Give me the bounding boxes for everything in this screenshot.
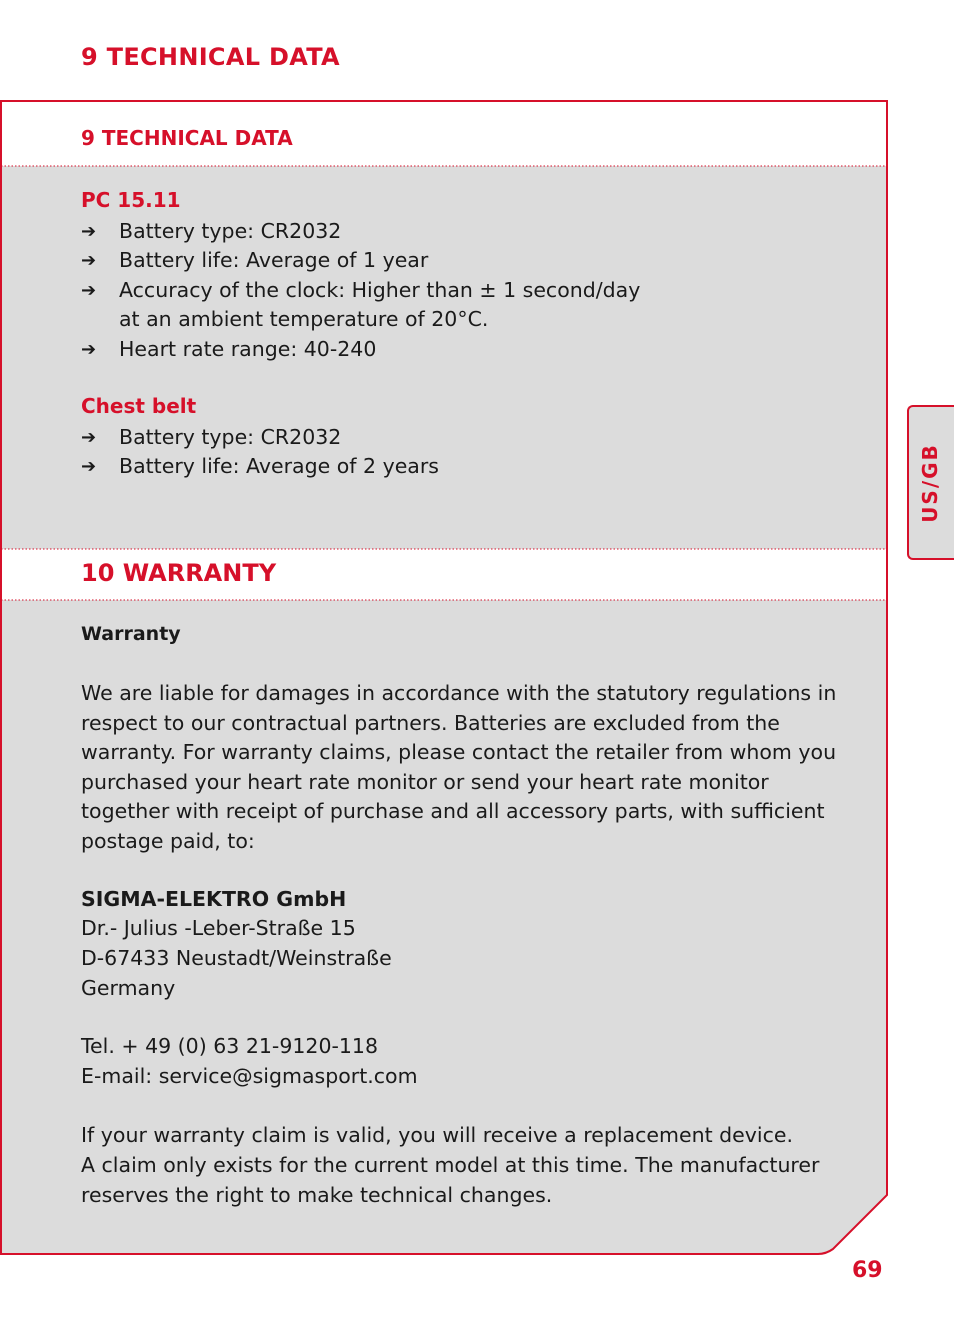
arrow-right-icon: ➔ bbox=[81, 456, 97, 478]
closing-line: A claim only exists for the current model at this time. The manufacturer reserves the right to make technical changes. bbox=[81, 1153, 820, 1207]
company-name: SIGMA-ELEKTRO GmbH bbox=[81, 887, 347, 911]
address-line: Dr.- Julius -Leber-Straße 15 bbox=[81, 916, 356, 940]
email: E-mail: service@sigmasport.com bbox=[81, 1064, 418, 1088]
list-item: ➔ Battery life: Average of 1 year bbox=[81, 246, 701, 275]
telephone: Tel. + 49 (0) 63 21-9120-118 bbox=[81, 1034, 379, 1058]
warranty-title: 10 WARRANTY bbox=[81, 559, 277, 587]
arrow-right-icon: ➔ bbox=[81, 279, 97, 301]
closing-line: If your warranty claim is valid, you will receive a replacement device. bbox=[81, 1123, 793, 1147]
pc-heading: PC 15.11 bbox=[81, 188, 181, 212]
list-item: ➔ Heart rate range: 40-240 bbox=[81, 335, 701, 364]
arrow-right-icon: ➔ bbox=[81, 221, 97, 242]
chest-belt-spec-list bbox=[81, 423, 701, 482]
warranty-paragraph: We are liable for damages in accordance with the statutory regulations in respect to our contractual partners. Batteries are excluded from the warranty. For warranty claims, please contact the retailer from whom you purchased your heart rate monitor or send your heart rate monitor together with receipt of purchase and all accessory parts, with sufficient postage paid, to: bbox=[81, 681, 837, 853]
pc-spec-list bbox=[81, 217, 701, 364]
page-number: 69 bbox=[852, 1258, 883, 1283]
list-item: ➔ Battery type: CR2032 bbox=[81, 423, 701, 452]
technical-data-title: 9 TECHNICAL DATA bbox=[81, 126, 293, 150]
address-line: D-67433 Neustadt/Weinstraße bbox=[81, 946, 392, 970]
list-item: ➔ Battery type: CR2032 bbox=[81, 217, 701, 246]
arrow-right-icon: ➔ bbox=[81, 427, 97, 448]
arrow-right-icon: ➔ bbox=[81, 338, 97, 360]
arrow-right-icon: ➔ bbox=[81, 250, 97, 272]
page-title: 9 TECHNICAL DATA bbox=[81, 43, 340, 71]
list-item: ➔ Battery life: Average of 2 years bbox=[81, 452, 701, 481]
warranty-subheading: Warranty bbox=[81, 623, 181, 645]
language-tab bbox=[907, 405, 954, 560]
address-line: Germany bbox=[81, 976, 176, 1000]
chest-belt-heading: Chest belt bbox=[81, 394, 197, 418]
language-tab-label: US/GB bbox=[918, 442, 942, 523]
list-item: ➔ Accuracy of the clock: Higher than ± 1 second/day at an ambient temperature of 20°C. bbox=[81, 277, 641, 332]
